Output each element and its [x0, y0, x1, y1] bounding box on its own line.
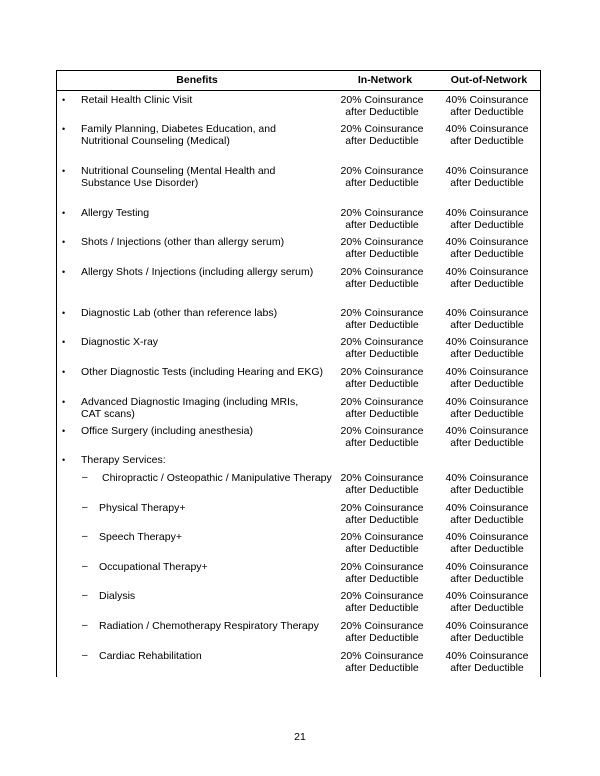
header-in-network: In-Network	[357, 74, 413, 86]
out-network-value: 40% Coinsurance after Deductible	[445, 123, 529, 147]
out-network-value: 40% Coinsurance after Deductible	[445, 366, 529, 390]
in-network-value: 20% Coinsurance after Deductible	[340, 236, 424, 260]
page-number: 21	[294, 731, 306, 743]
out-network-value: 40% Coinsurance after Deductible	[445, 425, 529, 449]
out-network-value: 40% Coinsurance after Deductible	[445, 307, 529, 331]
bullet: •	[62, 166, 66, 176]
benefit-label: Allergy Testing	[81, 207, 150, 219]
benefit-label: Diagnostic X-ray	[81, 336, 159, 348]
bullet: •	[62, 308, 66, 318]
out-network-value: 40% Coinsurance after Deductible	[445, 396, 529, 420]
in-network-value: 20% Coinsurance after Deductible	[340, 425, 424, 449]
out-network-value: 40% Coinsurance after Deductible	[445, 94, 529, 118]
bullet: •	[62, 208, 66, 218]
benefit-label: Office Surgery (including anesthesia)	[81, 425, 253, 437]
in-network-value: 20% Coinsurance after Deductible	[340, 266, 424, 290]
benefit-label: Nutritional Counseling (Mental Health and Substance Use Disorder)	[81, 165, 276, 189]
out-network-value: 40% Coinsurance after Deductible	[445, 650, 529, 674]
dash: –	[82, 561, 88, 572]
bullet: •	[62, 455, 66, 465]
dash: –	[82, 650, 88, 661]
dash: –	[82, 502, 88, 513]
in-network-value: 20% Coinsurance after Deductible	[340, 207, 424, 231]
benefit-label: Chiropractic / Osteopathic / Manipulative Therapy	[102, 472, 332, 484]
benefits-table	[56, 70, 541, 677]
out-network-value: 40% Coinsurance after Deductible	[445, 165, 529, 189]
bullet: •	[62, 95, 66, 105]
therapy-services-heading: Therapy Services:	[81, 454, 166, 466]
bullet: •	[62, 426, 66, 436]
header-benefits: Benefits	[176, 74, 218, 86]
in-network-value: 20% Coinsurance after Deductible	[340, 307, 424, 331]
bullet: •	[62, 237, 66, 247]
out-network-value: 40% Coinsurance after Deductible	[445, 620, 529, 644]
dash: –	[82, 620, 88, 631]
in-network-value: 20% Coinsurance after Deductible	[340, 94, 424, 118]
header-out-of-network: Out-of-Network	[450, 74, 528, 86]
benefit-label: Family Planning, Diabetes Education, and Nutritional Counseling (Medical)	[81, 123, 276, 147]
out-network-value: 40% Coinsurance after Deductible	[445, 236, 529, 260]
dash: –	[82, 590, 88, 601]
in-network-value: 20% Coinsurance after Deductible	[340, 396, 424, 420]
benefit-label: Dialysis	[99, 590, 136, 602]
bullet: •	[62, 124, 66, 134]
benefit-label: Retail Health Clinic Visit	[81, 94, 193, 106]
dash: –	[82, 531, 88, 542]
out-network-value: 40% Coinsurance after Deductible	[445, 266, 529, 290]
benefit-label: Radiation / Chemotherapy Respiratory Therapy	[99, 620, 319, 632]
in-network-value: 20% Coinsurance after Deductible	[340, 502, 424, 526]
benefit-label: Physical Therapy+	[99, 502, 186, 514]
in-network-value: 20% Coinsurance after Deductible	[340, 531, 424, 555]
in-network-value: 20% Coinsurance after Deductible	[340, 123, 424, 147]
in-network-value: 20% Coinsurance after Deductible	[340, 650, 424, 674]
in-network-value: 20% Coinsurance after Deductible	[340, 366, 424, 390]
out-network-value: 40% Coinsurance after Deductible	[445, 207, 529, 231]
out-network-value: 40% Coinsurance after Deductible	[445, 502, 529, 526]
benefit-label: Diagnostic Lab (other than reference labs)	[81, 307, 278, 319]
out-network-value: 40% Coinsurance after Deductible	[445, 336, 529, 360]
table-header	[57, 70, 540, 91]
bullet: •	[62, 397, 66, 407]
benefit-label: Other Diagnostic Tests (including Hearing and EKG)	[81, 366, 324, 378]
in-network-value: 20% Coinsurance after Deductible	[340, 620, 424, 644]
in-network-value: 20% Coinsurance after Deductible	[340, 561, 424, 585]
benefit-label: Allergy Shots / Injections (including allergy serum)	[81, 266, 314, 278]
in-network-value: 20% Coinsurance after Deductible	[340, 472, 424, 496]
dash: –	[82, 472, 88, 483]
in-network-value: 20% Coinsurance after Deductible	[340, 590, 424, 614]
benefit-label: Occupational Therapy+	[99, 561, 208, 573]
bullet: •	[62, 367, 66, 377]
in-network-value: 20% Coinsurance after Deductible	[340, 165, 424, 189]
bullet: •	[62, 267, 66, 277]
bullet: •	[62, 337, 66, 347]
out-network-value: 40% Coinsurance after Deductible	[445, 531, 529, 555]
benefit-label: Shots / Injections (other than allergy serum)	[81, 236, 285, 248]
out-network-value: 40% Coinsurance after Deductible	[445, 472, 529, 496]
out-network-value: 40% Coinsurance after Deductible	[445, 590, 529, 614]
benefit-label: Advanced Diagnostic Imaging (including MRIs, CAT scans)	[81, 396, 299, 420]
in-network-value: 20% Coinsurance after Deductible	[340, 336, 424, 360]
benefit-label: Speech Therapy+	[99, 531, 182, 543]
benefit-label: Cardiac Rehabilitation	[99, 650, 202, 662]
out-network-value: 40% Coinsurance after Deductible	[445, 561, 529, 585]
